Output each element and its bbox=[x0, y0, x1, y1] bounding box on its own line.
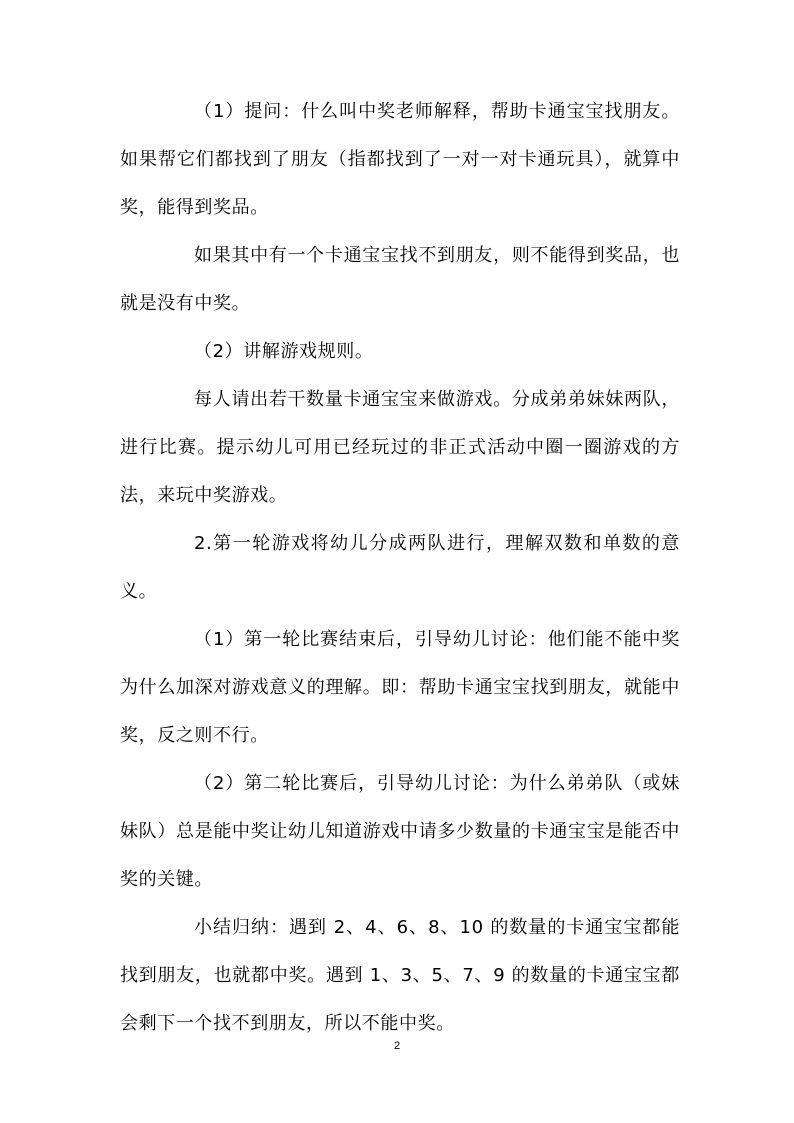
paragraph-round-one-heading: 2.第一轮游戏将幼儿分成两队进行，理解双数和单数的意义。 bbox=[120, 533, 680, 602]
paragraph-no-prize: 如果其中有一个卡通宝宝找不到朋友，则不能得到奖品，也就是没有中奖。 bbox=[120, 245, 680, 314]
paragraph-round-two-discussion: （2）第二轮比赛后，引导幼儿讨论：为什么弟弟队（或妹妹队）总是能中奖让幼儿知道游戏中请多少数量的卡通宝宝是能否中奖的关键。 bbox=[120, 773, 680, 890]
paragraph-question: （1）提问：什么叫中奖老师解释，帮助卡通宝宝找朋友。如果帮它们都找到了朋友（指都找到了一对一对卡通玩具），就算中奖，能得到奖品。 bbox=[120, 101, 680, 218]
document-body bbox=[120, 88, 680, 1048]
paragraph-rules-heading: （2）讲解游戏规则。 bbox=[194, 341, 374, 362]
paragraph-rules: 每人请出若干数量卡通宝宝来做游戏。分成弟弟妹妹两队，进行比赛。提示幼儿可用已经玩过的非正式活动中圈一圈游戏的方法，来玩中奖游戏。 bbox=[120, 389, 680, 506]
paragraph-round-one-discussion: （1）第一轮比赛结束后，引导幼儿讨论：他们能不能中奖为什么加深对游戏意义的理解。即：帮助卡通宝宝找到朋友，就能中奖，反之则不行。 bbox=[120, 629, 680, 746]
page-number: 2 bbox=[393, 1040, 401, 1052]
paragraph-summary: 小结归纳：遇到 2、4、6、8、10 的数量的卡通宝宝都能找到朋友，也就都中奖。遇到 1、3、5、7、9 的数量的卡通宝宝都会剩下一个找不到朋友，所以不能中奖。 bbox=[120, 917, 680, 1034]
